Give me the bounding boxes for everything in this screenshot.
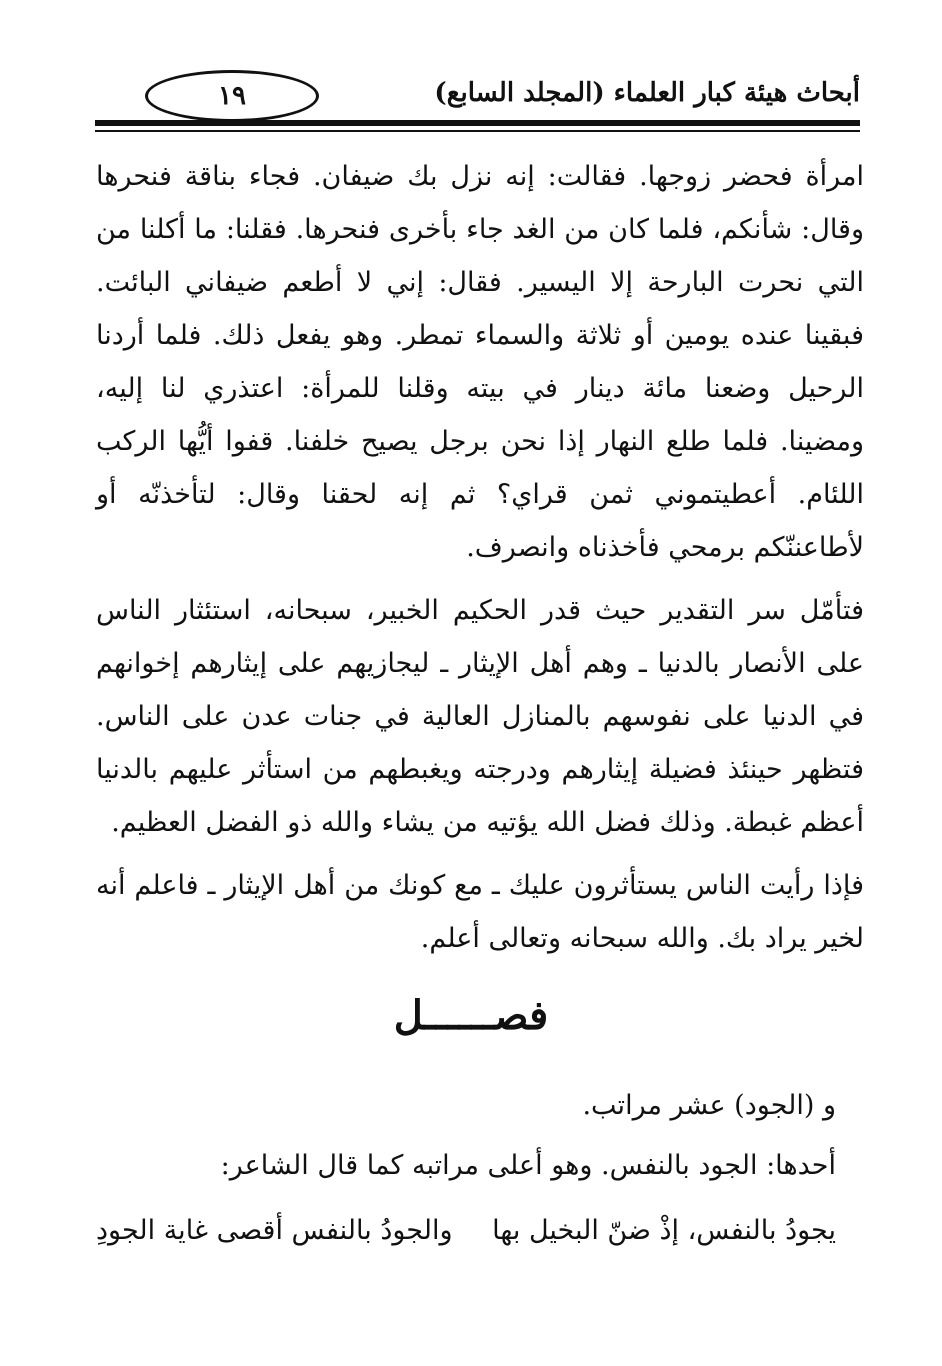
running-title: أبحاث هيئة كبار العلماء (المجلد السابع) [434,78,860,108]
paragraph: امرأة فحضر زوجها. فقالت: إنه نزل بك ضيفان. فجاء بناقة فنحرها وقال: شأنكم، فلما كان من الغد جاء بأخرى فنحرها. فقلنا: ما أكلنا من التي نحرت البارحة إلا اليسير. فقال: إني لا أطعم ضيفاني البائت. فبقينا عنده يومين أو ثلاثة والسماء تمطر. وهو يفعل ذلك. فلما أردنا الرحيل وضعنا مائة دينار في بيته وقلنا للمرأة: اعتذري لنا إليه، ومضينا. فلما طلع النهار إذا نحن برجل يصيح خلفنا. قفوا أيُّها الركب اللئام. أعطيتموني ثمن قراي؟ ثم إنه لحقنا وقال: لتأخذنّه أو لأطاعننّكم برمحي فأخذناه وانصرف. [96,161,864,563]
poetry-verse [96,1206,836,1256]
section-line: و (الجود) عشر مراتب. [582,1090,836,1121]
section-line: أحدها: الجود بالنفس. وهو أعلى مراتبه كما قال الشاعر: [220,1150,836,1181]
body-text [96,150,864,965]
header-rule [95,120,860,126]
page-header [95,68,860,134]
header-rule-thin [95,130,860,132]
paragraph: فإذا رأيت الناس يستأثرون عليك ـ مع كونك من أهل الإيثار ـ فاعلم أنه لخير يراد بك. والله سبحانه وتعالى أعلم. [96,870,864,954]
verse-second-hemistich: والجودُ بالنفس أقصى غاية الجودِ [96,1215,453,1246]
section-heading: فصــــــل [393,992,549,1039]
section-text [96,1076,836,1196]
page-number: ١٩ [218,81,246,111]
verse-first-hemistich: يجودُ بالنفس، إذْ ضنّ البخيل بها [492,1215,836,1246]
paragraph: فتأمّل سر التقدير حيث قدر الحكيم الخبير، سبحانه، استئثار الناس على الأنصار بالدنيا ـ وهم أهل الإيثار ـ ليجازيهم على إيثارهم إخوانهم في الدنيا على نفوسهم بالمنازل العالية في جنات عدن على الناس. فتظهر حينئذ فضيلة إيثارهم ودرجته ويغبطهم من استأثر عليهم بالدنيا أعظم غبطة. وذلك فضل الله يؤتيه من يشاء والله ذو الفضل العظيم. [96,595,864,838]
page-number-oval [145,70,319,122]
